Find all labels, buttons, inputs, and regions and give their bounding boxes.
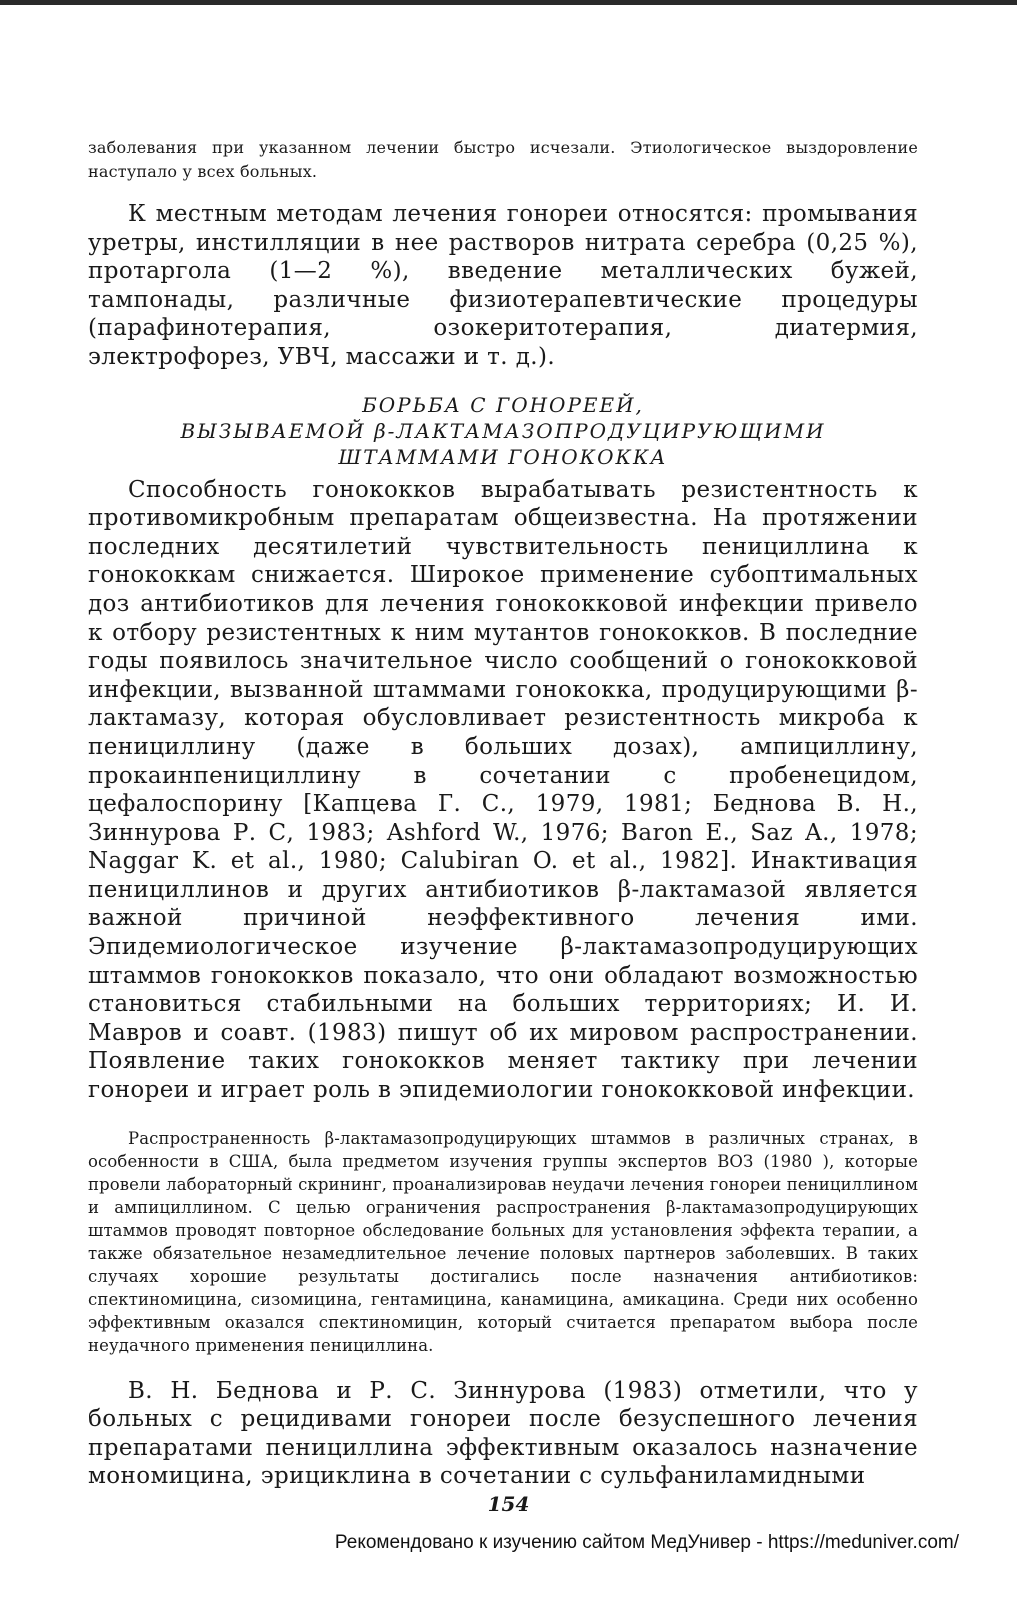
page-number: 154 (487, 1492, 530, 1516)
section-heading (88, 392, 918, 470)
section-heading-line-2: ВЫЗЫВАЕМОЙ β-ЛАКТАМАЗОПРОДУЦИРУЮЩИМИ (180, 418, 826, 443)
footer-link-text[interactable]: Рекомендовано к изучению сайтом МедУнивер - https://meduniver.com/ (334, 1532, 959, 1553)
section-heading-line-1: БОРЬБА С ГОНОРЕЕЙ, (362, 392, 644, 417)
top-border-rule (0, 0, 1017, 5)
page-content (88, 136, 918, 1491)
note-paragraph: Распространенность β-лактамазопродуцирующих штаммов в различных странах, в особенности в США, была предметом изучения группы экспертов ВОЗ (1980 ), которые провели лабораторный скрининг, проанализировав неудачи лечения гонореи пенициллином и ампициллином. С целью ограничения распространения β-лактамазопродуцирующих штаммов проводят повторное обследование больных для установления эффекта терапии, а также обязательное незамедлительное лечение половых партнеров заболевших. В таких случаях хорошие результаты достигались после назначения антибиотиков: спектиномицина, сизомицина, гентамицина, канамицина, амикацина. Среди них особенно эффективным оказался спектиномицин, который считается препаратом выбора после неудачного применения пенициллина. (88, 1128, 918, 1355)
local-methods-paragraph: К местным методам лечения гонореи относятся: промывания уретры, инстилляции в нее растворов нитрата серебра (0,25 %), протаргола (1—2 %), введение металлических бужей, тампонады, различные физиотерапевтические процедуры (парафинотерапия, озокеритотерапия, диатермия, электрофорез, УВЧ, массажи и т. д.). (88, 201, 918, 370)
main-paragraph: Способность гонококков вырабатывать резистентность к противомикробным препаратам общеизвестна. На протяжении последних десятилетий чувствительность пенициллина к гонококкам снижается. Широкое применение субоптимальных доз антибиотиков для лечения гонококковой инфекции привело к отбору резистентных к ним мутантов гонококков. В последние годы появилось значительное число сообщений о гонококковой инфекции, вызванной штаммами гонококка, продуцирующими β-лактамазу, которая обусловливает резистентность микроба к пенициллину (даже в больших дозах), ампициллину, прокаинпенициллину в сочетании с пробенецидом, цефалоспорину [Капцева Г. С., 1979, 1981; Беднова В. Н., Зиннурова Р. С, 1983; Ashford W., 1976; Baron E., Saz A., 1978; Naggar K. et al., 1980; Calubiran O. et al., 1982]. Инактивация пенициллинов и других антибиотиков β-лактамазой является важной причиной неэффективного лечения ими. Эпидемиологическое изучение β-лактамазопродуцирующих штаммов гонококков показало, что они обладают возможностью становиться стабильными на больших территориях; И. И. Мавров и соавт. (1983) пишут об их мировом распространении. Появление таких гонококков меняет тактику при лечении гонореи и играет роль в эпидемиологии гонококковой инфекции. (88, 476, 918, 1104)
closing-paragraph: В. Н. Беднова и Р. С. Зиннурова (1983) отметили, что у больных с рецидивами гонореи после безуспешного лечения препаратами пенициллина эффективным оказалось назначение мономицина, эрициклина в сочетании с сульфаниламидными (88, 1377, 918, 1490)
intro-fragment: заболевания при указанном лечении быстро исчезали. Этиологическое выздоровление наступало у всех больных. (88, 138, 918, 181)
section-heading-line-3: ШТАММАМИ ГОНОКОККА (338, 444, 668, 469)
